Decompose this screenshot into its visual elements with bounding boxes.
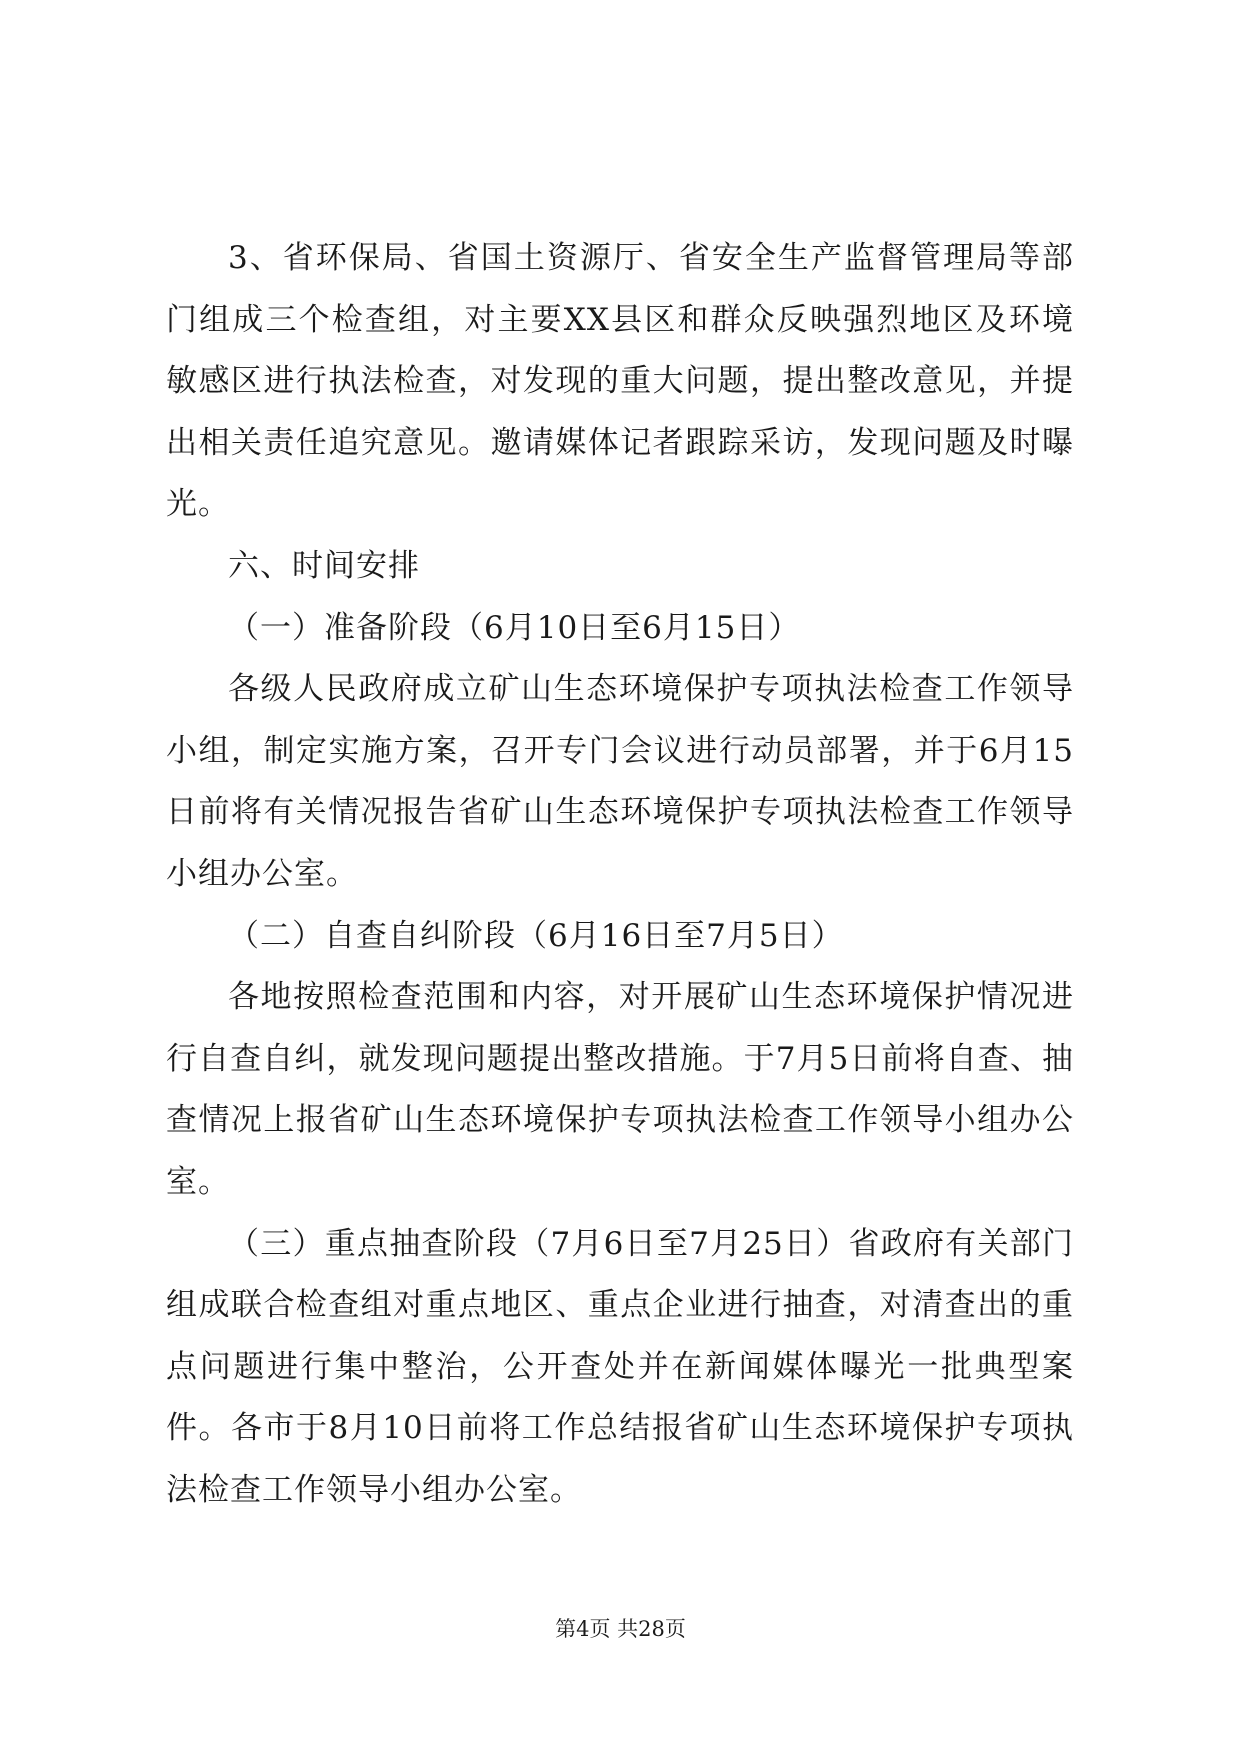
section-heading-schedule: 六、时间安排 (228, 547, 420, 584)
subheading-preparation-stage: （一）准备阶段（6月10日至6月15日） (228, 609, 801, 646)
paragraph-preparation-stage: 各级人民政府成立矿山生态环境保护专项执法检查工作领导小组，制定实施方案，召开专门会议进行动员部署，并于6月15日前将有关情况报告省矿山生态环境保护专项执法检查工作领导小组办公室。 (166, 671, 1074, 892)
paragraph-inspection-groups: 3、省环保局、省国土资源厅、省安全生产监督管理局等部门组成三个检查组，对主要XX县区和群众反映强烈地区及环境敏感区进行执法检查，对发现的重大问题，提出整改意见，并提出相关责任追究意见。邀请媒体记者跟踪采访，发现问题及时曝光。 (166, 240, 1074, 523)
paragraph-key-spot-check-stage: （三）重点抽查阶段（7月6日至7月25日）省政府有关部门组成联合检查组对重点地区、重点企业进行抽查，对清查出的重点问题进行集中整治，公开查处并在新闻媒体曝光一批典型案件。各市于8月10日前将工作总结报省矿山生态环境保护专项执法检查工作领导小组办公室。 (166, 1225, 1074, 1508)
paragraph-self-inspection-stage: 各地按照检查范围和内容，对开展矿山生态环境保护情况进行自查自纠，就发现问题提出整改措施。于7月5日前将自查、抽查情况上报省矿山生态环境保护专项执法检查工作领导小组办公室。 (166, 979, 1074, 1200)
subheading-self-inspection-stage: （二）自查自纠阶段（6月16日至7月5日） (228, 917, 844, 954)
document-body (166, 228, 1074, 1521)
page-footer: 第4页 共28页 (555, 1617, 686, 1641)
